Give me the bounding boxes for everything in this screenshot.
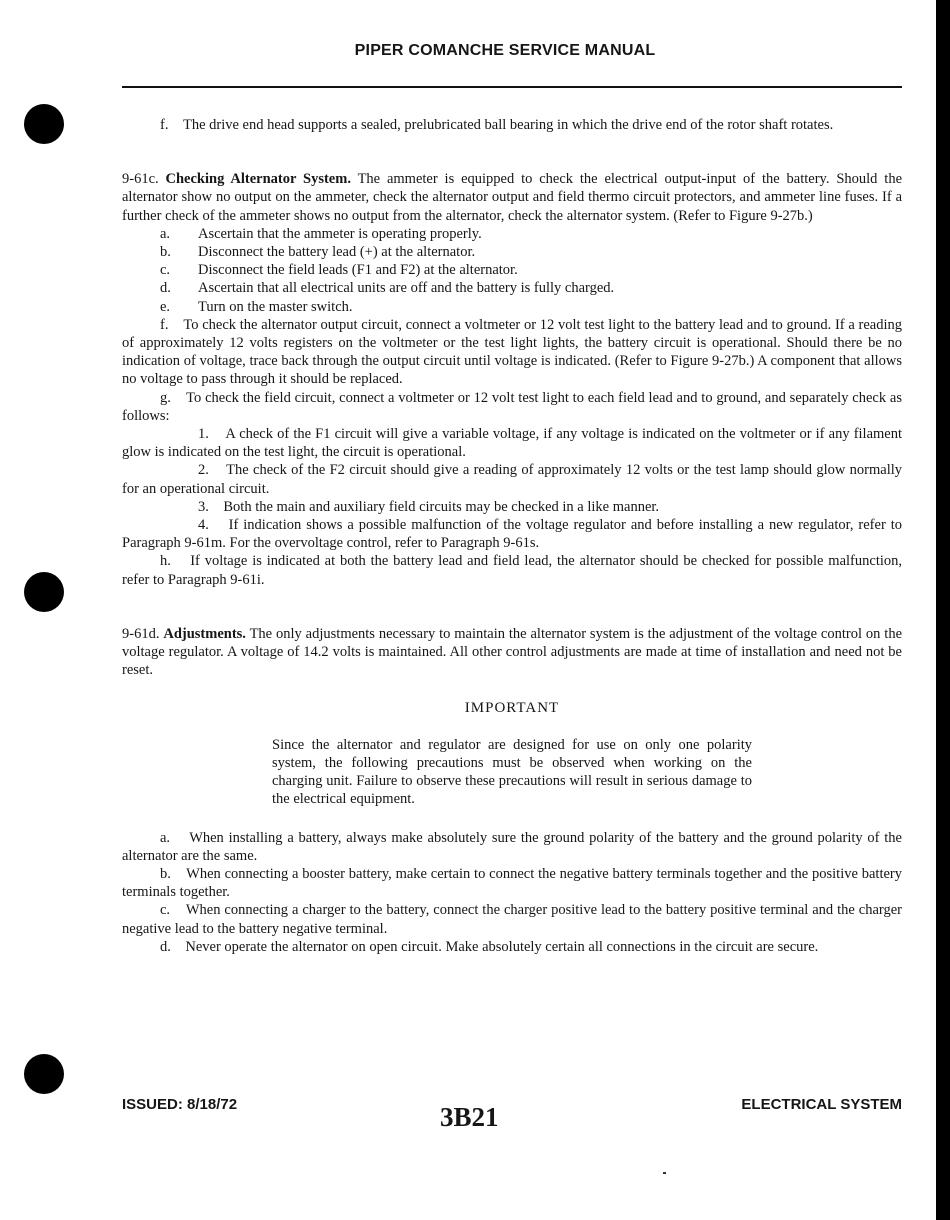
- list-item-text: Disconnect the field leads (F1 and F2) at the alternator.: [198, 262, 518, 279]
- sub-list-item: [122, 425, 902, 461]
- section-number: 9-61d.: [122, 625, 160, 642]
- list-item-text: When connecting a booster battery, make certain to connect the negative battery terminals together and the positive battery terminals together.: [122, 865, 903, 901]
- list-marker: 3.: [198, 498, 209, 515]
- list-marker: f.: [160, 316, 169, 333]
- precaution-item: [122, 829, 902, 865]
- header-rule: [122, 86, 902, 88]
- list-item: [122, 552, 902, 588]
- list-item-text: When connecting a charger to the battery, connect the charger positive lead to the battery positive terminal and the charger negative lead to the battery negative terminal.: [122, 902, 902, 937]
- list-item: [122, 279, 902, 297]
- list-marker: 1.: [198, 426, 209, 443]
- list-marker: c.: [160, 262, 171, 279]
- important-notice: Since the alternator and regulator are designed for use on only one polarity system, the following precautions must be observed when working on the charging unit. Failure to observe these precautions will result in serious damage to the electrical equipment.: [272, 736, 752, 808]
- list-item-text: A check of the F1 circuit will give a variable voltage, if any voltage is indicated on the voltmeter or if any filament glow is indicated on the test light, the circuit is operational.: [122, 426, 903, 461]
- issued-date: ISSUED: 8/18/72: [122, 1096, 238, 1113]
- binder-hole-middle: [24, 572, 64, 612]
- section-heading: Adjustments.: [163, 625, 246, 642]
- section-heading: Checking Alternator System.: [165, 171, 351, 188]
- list-item-text: Never operate the alternator on open circuit. Make absolutely certain all connections in the circuit are secure.: [185, 938, 819, 955]
- section-intro: The ammeter is equipped to check the electrical output-input of the battery. Should the alternator show no output on the ammeter, check the alternator output and field thermo circuit protectors, and ammeter line fuses. If a further check of the ammeter shows no output from the alternator, check the alternator system. (Refer to Figure 9-27b.): [122, 171, 903, 224]
- list-marker: h.: [160, 553, 171, 570]
- sub-list-item: [122, 498, 902, 516]
- list-item-text: The check of the F2 circuit should give a reading of approximately 12 volts or the test lamp should glow normally for an operational circuit.: [122, 462, 903, 497]
- list-item-text: To check the alternator output circuit, connect a voltmeter or 12 volt test light to the battery lead and to ground. If a reading of approximately 12 volts registers on the voltmeter or the test light lights, the battery circuit is operational. Should there be no indication of voltage, trace back through the output circuit until voltage is indicated. (Refer to Figure 9-27b.) A component that allows no voltage to pass through it should be replaced.: [122, 316, 903, 388]
- page-edge-bar: [936, 0, 950, 1220]
- list-item-text: Ascertain that the ammeter is operating properly.: [198, 225, 482, 242]
- list-item-text: When installing a battery, always make absolutely sure the ground polarity of the battery and the ground polarity of the alternator are the same.: [122, 829, 902, 864]
- list-item-text: To check the field circuit, connect a voltmeter or 12 volt test light to each field lead and to ground, and separately check as follows:: [122, 389, 902, 424]
- list-item-text: Ascertain that all electrical units are off and the battery is fully charged.: [198, 280, 615, 297]
- section-number: 9-61c.: [122, 171, 159, 188]
- sub-list-item: [122, 461, 902, 497]
- list-marker: 2.: [198, 462, 209, 479]
- list-marker: a.: [160, 829, 171, 846]
- list-marker: a.: [160, 225, 171, 242]
- list-marker: b.: [160, 244, 171, 261]
- list-marker: e.: [160, 298, 171, 315]
- list-item-text: If voltage is indicated at both the battery lead and field lead, the alternator should be checked for possible malfunction, refer to Paragraph 9-61i.: [122, 553, 903, 588]
- list-item-text: Both the main and auxiliary field circuits may be checked in a like manner.: [223, 498, 660, 515]
- list-marker: d.: [160, 938, 171, 955]
- manual-title: PIPER COMANCHE SERVICE MANUAL: [354, 42, 656, 59]
- sub-list-item: [122, 516, 902, 552]
- important-heading: IMPORTANT: [464, 700, 560, 717]
- page-number: 3B21: [440, 1102, 499, 1132]
- precaution-item: [122, 938, 902, 956]
- scan-speck: [663, 1172, 666, 1174]
- precaution-item: [122, 901, 902, 937]
- paragraph-text: The drive end head supports a sealed, prelubricated ball bearing in which the drive end of the rotor shaft rotates.: [182, 117, 834, 133]
- list-item: [122, 243, 902, 261]
- list-item: [122, 316, 902, 389]
- list-marker: b.: [160, 865, 171, 882]
- binder-hole-bottom: [24, 1054, 64, 1094]
- section-9-61c: [122, 170, 902, 225]
- page-body: [122, 116, 902, 956]
- list-item-text: Disconnect the battery lead (+) at the alternator.: [198, 244, 476, 261]
- section-name: ELECTRICAL SYSTEM: [741, 1096, 902, 1113]
- list-marker: g.: [160, 389, 171, 406]
- list-item: [122, 389, 902, 425]
- list-item: [122, 298, 902, 316]
- list-item-text: If indication shows a possible malfunction of the voltage regulator and before installing a new regulator, refer to Paragraph 9-61m. For the overvoltage control, refer to Paragraph 9-61s.: [122, 517, 902, 552]
- list-item: [122, 261, 902, 279]
- list-marker: f.: [160, 117, 169, 133]
- section-9-61d: [122, 625, 902, 680]
- list-marker: d.: [160, 280, 171, 297]
- list-item-text: Turn on the master switch.: [198, 298, 353, 315]
- section-text: The only adjustments necessary to maintain the alternator system is the adjustment of the voltage control on the voltage regulator. A voltage of 14.2 volts is maintained. All other control adjustments are made at time of installation and need not be reset.: [122, 625, 902, 679]
- list-marker: 4.: [198, 517, 209, 534]
- binder-hole-top: [24, 104, 64, 144]
- list-item: [122, 225, 902, 243]
- precaution-item: [122, 865, 902, 901]
- list-marker: c.: [160, 902, 171, 919]
- paragraph-f-drive-end: [122, 116, 902, 134]
